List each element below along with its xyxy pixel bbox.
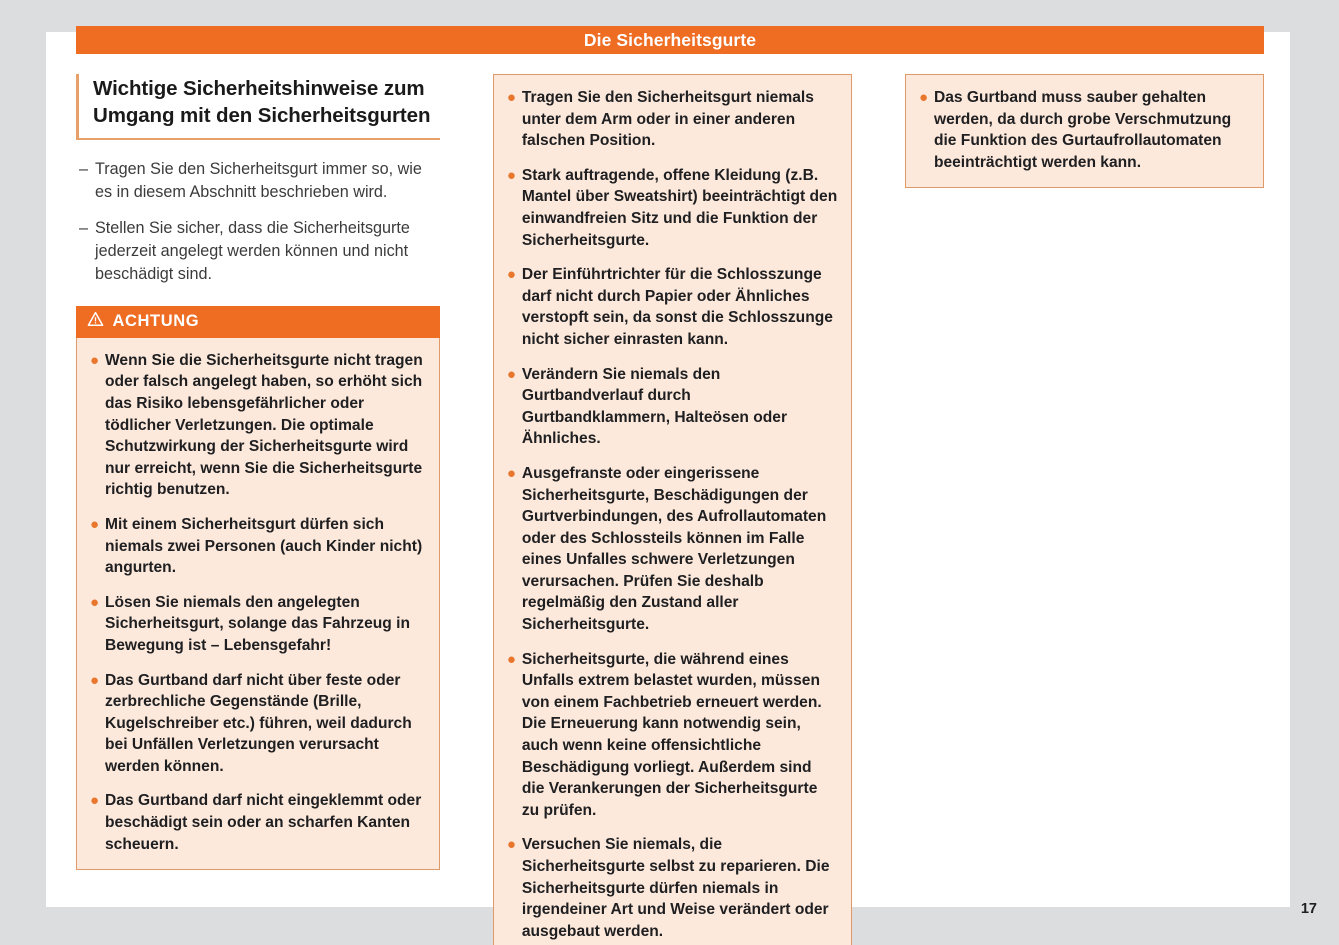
bullet-dot-icon: ● <box>506 836 516 854</box>
warning-callout-title: ACHTUNG <box>112 311 200 330</box>
section-heading <box>76 74 440 140</box>
column-3 <box>905 74 1264 874</box>
content-columns <box>76 74 1264 940</box>
list-item-text: Das Gurtband darf nicht eingeklemmt oder beschädigt sein oder an scharfen Kanten scheuern. <box>105 792 422 853</box>
bullet-dot-icon: ● <box>506 650 516 668</box>
list-item-text: Lösen Sie niemals den angelegten Sicherheitsgurt, solange das Fahrzeug in Bewegung ist – Lebensgefahr! <box>105 593 411 654</box>
page-title: Wichtige Sicherheitshinweise zum Umgang mit den Sicherheitsgurten <box>93 77 431 127</box>
list-item <box>90 670 426 778</box>
bullet-dot-icon: ● <box>90 351 100 369</box>
dash-marker: – <box>79 160 89 179</box>
list-item-text: Das Gurtband darf nicht über feste oder zerbrechliche Gegenstände (Brille, Kugelschreiber etc.) führen, weil dadurch bei Unfällen Verletzungen verursacht werden können. <box>105 671 412 775</box>
column-2 <box>493 74 852 940</box>
list-item-text: Sicherheitsgurte, die während eines Unfalls extrem belastet wurden, müssen von einem Fachbetrieb erneuert werden. Die Erneuerung kann notwendig sein, auch wenn keine offensichtliche Beschädigung vorliegt. Außerdem sind die Verankerungen der Sicherheitsgurte zu prüfen. <box>521 650 822 819</box>
bullet-dot-icon: ● <box>90 792 100 810</box>
list-item <box>507 834 838 942</box>
list-item <box>507 264 838 350</box>
bullet-dot-icon: ● <box>918 89 928 106</box>
dash-marker: – <box>79 219 89 238</box>
bullet-dot-icon: ● <box>506 365 516 383</box>
list-item <box>90 592 426 657</box>
bullet-dot-icon: ● <box>506 266 516 284</box>
bullet-dot-icon: ● <box>506 464 516 482</box>
list-item <box>507 165 838 251</box>
list-item <box>76 158 440 204</box>
page-number: 17 <box>1300 901 1317 917</box>
bullet-dot-icon: ● <box>90 593 100 611</box>
column-1 <box>76 74 440 874</box>
warning-callout-header <box>76 306 441 338</box>
warning-callout <box>76 306 440 870</box>
list-item-text: Tragen Sie den Sicherheitsgurt niemals unter dem Arm oder in einer anderen falschen Position. <box>521 89 814 150</box>
list-item <box>507 649 838 822</box>
list-item-text: Das Gurtband muss sauber gehalten werden, da durch grobe Verschmutzung die Funktion des Gurtaufrollautomaten beeinträchtigt werden kann. <box>933 89 1232 171</box>
bullet-dot-icon: ● <box>90 671 100 689</box>
warning-triangle-icon <box>87 311 104 332</box>
list-item-text: Stellen Sie sicher, dass die Sicherheitsgurte jederzeit angelegt werden können und nicht beschädigt sind. <box>95 219 410 284</box>
warning-callout-body <box>77 338 439 869</box>
list-item-text: Wenn Sie die Sicherheitsgurte nicht tragen oder falsch angelegt haben, so erhöht sich das Risiko lebensgefährlicher oder tödlicher Verletzungen. Die optimale Schutzwirkung der Sicherheitsgurte wird nur erreicht, wenn Sie die Sicherheitsgurte richtig benutzen. <box>105 351 423 499</box>
list-item <box>507 463 838 636</box>
warning-callout-body <box>494 75 851 945</box>
warning-callout-continued <box>493 74 852 945</box>
bullet-dot-icon: ● <box>506 89 516 106</box>
list-item <box>90 350 426 501</box>
list-item <box>90 514 426 579</box>
bullet-dot-icon: ● <box>506 166 516 184</box>
list-item-text: Ausgefranste oder eingerissene Sicherheitsgurte, Beschädigungen der Gurtverbindungen, des Aufrollautomaten oder des Schlossteils können im Falle eines Unfalles schwere Verletzungen verursachen. Prüfen Sie deshalb regelmäßig den Zustand aller Sicherheitsgurte. <box>521 464 827 634</box>
list-item-text: Versuchen Sie niemals, die Sicherheitsgurte selbst zu reparieren. Die Sicherheitsgurte dürfen niemals in irgendeiner Art und Weise verändert oder ausgebaut werden. <box>521 836 830 940</box>
warning-callout-continued <box>905 74 1264 188</box>
list-item-text: Tragen Sie den Sicherheitsgurt immer so, wie es in diesem Abschnitt beschrieben wird. <box>95 160 422 202</box>
running-header-title: Die Sicherheitsgurte <box>583 29 757 50</box>
list-item-text: Verändern Sie niemals den Gurtbandverlauf durch Gurtbandklammern, Halteösen oder Ähnliches. <box>521 365 788 448</box>
list-item <box>507 87 838 152</box>
list-item-text: Stark auftragende, offene Kleidung (z.B. Mantel über Sweatshirt) beeinträchtigt den einwandfreien Sitz und die Funktion der Sicherheitsgurte. <box>521 166 838 249</box>
intro-dash-list <box>76 158 440 286</box>
bullet-dot-icon: ● <box>90 515 100 533</box>
list-item <box>919 87 1250 173</box>
running-header <box>76 26 1264 54</box>
list-item-text: Mit einem Sicherheitsgurt dürfen sich niemals zwei Personen (auch Kinder nicht) angurten. <box>105 515 423 577</box>
list-item <box>90 790 426 855</box>
warning-callout-body <box>906 75 1263 187</box>
list-item <box>507 364 838 450</box>
list-item-text: Der Einführtrichter für die Schlosszunge darf nicht durch Papier oder Ähnliches verstopft sein, da sonst die Schlosszunge nicht sicher einrasten kann. <box>521 266 833 348</box>
list-item <box>76 217 440 286</box>
